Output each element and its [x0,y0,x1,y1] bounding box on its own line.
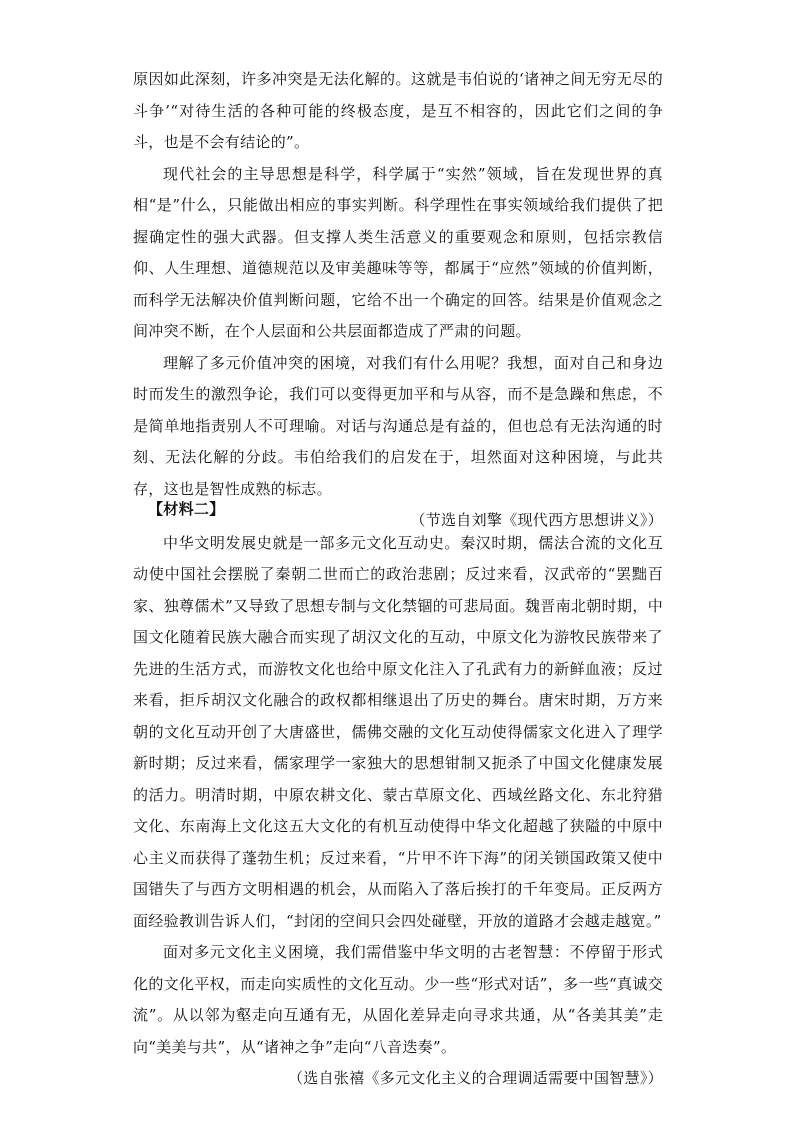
material-two-paragraph-1: 中华文明发展史就是一部多元文化互动史。秦汉时期，儒法合流的文化互动使中国社会摆脱了秦朝二世而亡的政治悲剧；反过来看，汉武帝的“罢黜百家、独尊儒术”又导致了思想专制与文化禁锢的可悲局面。魏晋南北朝时期，中国文化随着民族大融合而实现了胡汉文化的互动，中原文化为游牧民族带来了先进的生活方式，而游牧文化也给中原文化注入了孔武有力的新鲜血液；反过来看，拒斥胡汉文化融合的政权都相继退出了历史的舞台。唐宋时期，万方来朝的文化互动开创了大唐盛世，儒佛交融的文化互动使得儒家文化进入了理学新时期；反过来看，儒家理学一家独大的思想钳制又扼杀了中国文化健康发展的活力。明清时期，中原农耕文化、蒙古草原文化、西域丝路文化、东北狩猎文化、东南海上文化这五大文化的有机互动使得中华文化超越了狭隘的中原中心主义而获得了蓬勃生机；反过来看，“片甲不许下海”的闭关锁国政策又使中国错失了与西方文明相遇的机会，从而陷入了落后挨打的千年变局。正反两方面经验教训告诉人们，“封闭的空间只会四处碰壁，开放的道路才会越走越宽。” [133,533,663,930]
material-one-paragraph-2: 现代社会的主导思想是科学，科学属于“实然”领域，旨在发现世界的真相“是”什么，只能做出相应的事实判断。科学理性在事实领域给我们提供了把握确定性的强大武器。但支撑人类生活意义的重要观念和原则，包括宗教信仰、人生理想、道德规范以及审美趣味等等，都属于“应然”领域的价值判断，而科学无法解决价值判断问题，它给不出一个确定的回答。结果是价值观念之间冲突不断，在个人层面和公共层面都造成了严肃的问题。 [133,164,663,340]
material-one-paragraph-1: 原因如此深刻，许多冲突是无法化解的。这就是韦伯说的‘诸神之间无穷无尽的斗争’“对待生活的各种可能的终极态度，是互不相容的，因此它们之间的争斗，也是不会有结论的”。 [133,70,663,151]
material-one-paragraph-3: 理解了多元价值冲突的困境，对我们有什么用呢？我想，面对自己和身边时而发生的激烈争论，我们可以变得更加平和与从容，而不是急躁和焦虑，不是简单地指责别人不可理喻。对话与沟通总是有益的，但也总有无法沟通的时刻、无法化解的分歧。韦伯给我们的启发在于，坦然面对这种困境，与此共存，这也是智性成熟的标志。 [133,353,663,498]
material-one-section [133,64,663,537]
material-two-heading: 【材料二】 [148,500,225,518]
material-two-paragraph-2: 面对多元文化主义困境，我们需借鉴中华文明的古老智慧：不停留于形式化的文化平权，而走向实质性的文化互动。少一些“形式对话”，多一些“真诚交流”。从以邻为壑走向互通有无，从固化差异走向寻求共通，从“各美其美”走向“美美与共”，从“诸神之争”走向“八音迭奏”。 [133,943,663,1056]
material-two-source: （选自张禧《多元文化主义的合理调适需要中国智慧》） [287,1069,663,1087]
material-two-section [133,494,663,1095]
material-one-source: （节选自刘擎《现代西方思想讲义》） [410,511,663,529]
